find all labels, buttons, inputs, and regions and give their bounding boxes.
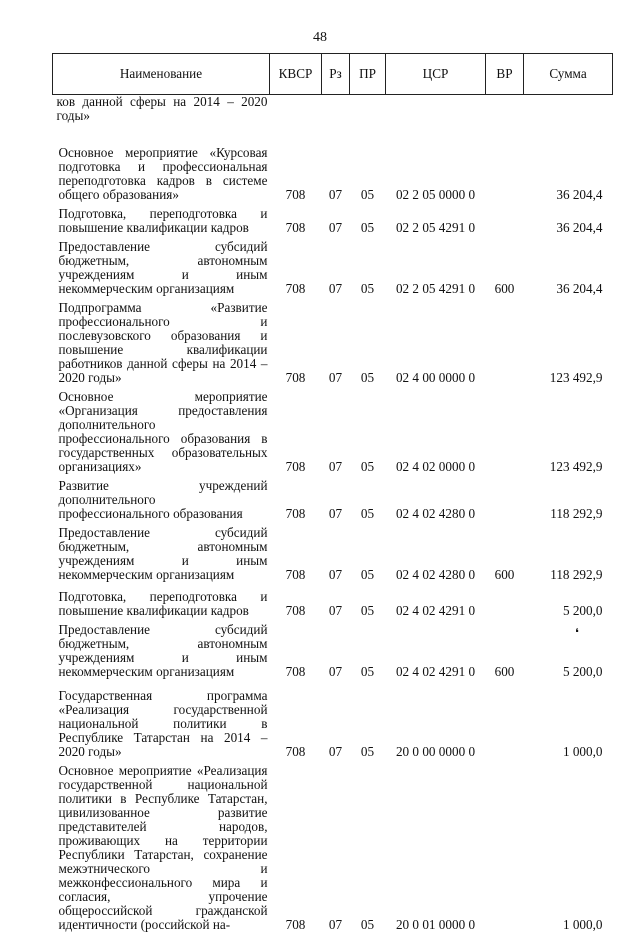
- cell-sum: 36 204,4: [524, 240, 613, 301]
- table-row: [53, 126, 613, 207]
- cell-vr: [486, 479, 524, 526]
- header-rz: Рз: [322, 54, 350, 95]
- cell-csr: 02 4 02 0000 0: [386, 390, 486, 479]
- cell-rz: 07: [322, 479, 350, 526]
- table-row: [53, 390, 613, 479]
- cell-name: Государственная программа «Реализация государственной национальной политики в Республике Татарстан на 2014 – 2020 годы»: [53, 684, 270, 764]
- header-name: Наименование: [53, 54, 270, 95]
- cell-rz: 07: [322, 526, 350, 587]
- table-row: [53, 764, 613, 937]
- cell-sum: 1 000,0: [524, 764, 613, 937]
- cell-vr: 600: [486, 623, 524, 684]
- cell-name: Развитие учреждений дополнительного профессионального образования: [53, 479, 270, 526]
- cell-pr: 05: [350, 684, 386, 764]
- budget-table: [52, 53, 613, 937]
- cell-kvsr: 708: [270, 126, 322, 207]
- cell-name: Основное мероприятие «Организация предоставления дополнительного профессионального образования в государственных образовательных организациях»: [53, 390, 270, 479]
- cell-kvsr: 708: [270, 301, 322, 390]
- cell-pr: 05: [350, 764, 386, 937]
- cell-rz: 07: [322, 764, 350, 937]
- table-row: [53, 623, 613, 684]
- header-sum: Сумма: [524, 54, 613, 95]
- cell-pr: 05: [350, 240, 386, 301]
- cell-csr: 20 0 01 0000 0: [386, 764, 486, 937]
- cell-pr: 05: [350, 587, 386, 623]
- table-body: [53, 95, 613, 937]
- cell-sum: 118 292,9: [524, 479, 613, 526]
- cell-rz: 07: [322, 684, 350, 764]
- cell-rz: 07: [322, 240, 350, 301]
- cell-kvsr: 708: [270, 207, 322, 240]
- cell-kvsr: 708: [270, 479, 322, 526]
- cell-sum: 36 204,4: [524, 207, 613, 240]
- cell-kvsr: 708: [270, 526, 322, 587]
- cell-rz: 07: [322, 207, 350, 240]
- cell-vr: [486, 764, 524, 937]
- cell-sum: 1 000,0: [524, 684, 613, 764]
- cell-name: Предоставление субсидий бюджетным, автономным учреждениям и иным некоммерческим организациям: [53, 623, 270, 684]
- cell-pr: 05: [350, 390, 386, 479]
- table-row: [53, 301, 613, 390]
- cell-vr: [486, 126, 524, 207]
- cell-rz: 07: [322, 623, 350, 684]
- cell-vr: 600: [486, 526, 524, 587]
- page-number: 48: [0, 30, 640, 46]
- cell-sum: 5 200,0: [524, 587, 613, 623]
- cell-csr: 02 4 02 4291 0: [386, 623, 486, 684]
- table-row: [53, 207, 613, 240]
- table-header: [53, 54, 613, 95]
- table-row: [53, 587, 613, 623]
- header-csr: ЦСР: [386, 54, 486, 95]
- cell-rz: 07: [322, 126, 350, 207]
- cell-vr: [486, 587, 524, 623]
- cell-rz: 07: [322, 587, 350, 623]
- cell-pr: 05: [350, 301, 386, 390]
- header-pr: ПР: [350, 54, 386, 95]
- cell-pr: 05: [350, 126, 386, 207]
- cell-vr: 600: [486, 240, 524, 301]
- cell-sum: 123 492,9: [524, 390, 613, 479]
- cell-kvsr: 708: [270, 240, 322, 301]
- cell-vr: [486, 301, 524, 390]
- cell-pr: 05: [350, 623, 386, 684]
- table-row: [53, 684, 613, 764]
- cell-vr: [486, 207, 524, 240]
- cell-csr: 02 4 00 0000 0: [386, 301, 486, 390]
- cell-csr: 02 4 02 4291 0: [386, 587, 486, 623]
- cell-name: Основное мероприятие «Курсовая подготовка и профессиональная переподготовка кадров в системе общего образования»: [53, 126, 270, 207]
- cell-name: Подпрограмма «Развитие профессионального и послевузовского образования и повышение квалификации работников данной сферы на 2014 – 2020 годы»: [53, 301, 270, 390]
- header-kvsr: КВСР: [270, 54, 322, 95]
- cell-rz: 07: [322, 390, 350, 479]
- table-row: [53, 526, 613, 587]
- header-vr: ВР: [486, 54, 524, 95]
- cell-csr: 02 4 02 4280 0: [386, 526, 486, 587]
- cell-pr: 05: [350, 207, 386, 240]
- cell-sum: 118 292,9: [524, 526, 613, 587]
- cell-vr: [486, 390, 524, 479]
- cell-pr: 05: [350, 526, 386, 587]
- cell-csr: 02 4 02 4280 0: [386, 479, 486, 526]
- cell-csr: 02 2 05 4291 0: [386, 207, 486, 240]
- cell-csr: 02 2 05 4291 0: [386, 240, 486, 301]
- continuation-text: ков данной сферы на 2014 – 2020 годы»: [53, 95, 270, 127]
- cell-sum: 5 200,0: [524, 623, 613, 684]
- cell-csr: 20 0 00 0000 0: [386, 684, 486, 764]
- table-row: [53, 479, 613, 526]
- cell-name: Подготовка, переподготовка и повышение квалификации кадров: [53, 587, 270, 623]
- cell-name: Подготовка, переподготовка и повышение квалификации кадров: [53, 207, 270, 240]
- stray-mark: ❛: [575, 626, 579, 641]
- cell-pr: 05: [350, 479, 386, 526]
- cell-kvsr: 708: [270, 587, 322, 623]
- cell-vr: [486, 684, 524, 764]
- cell-csr: 02 2 05 0000 0: [386, 126, 486, 207]
- cell-sum: 123 492,9: [524, 301, 613, 390]
- cell-rz: 07: [322, 301, 350, 390]
- cell-name: Основное мероприятие «Реализация государственной национальной политики в Республике Татарстан, цивилизованное развитие представителей народов, проживающих на территории Республики Татарстан, сохранение межэтнического и межконфессионального мира и согласия, упрочение общероссийской гражданской идентичности (российской на-: [53, 764, 270, 937]
- cell-sum: 36 204,4: [524, 126, 613, 207]
- cell-name: Предоставление субсидий бюджетным, автономным учреждениям и иным некоммерческим организациям: [53, 240, 270, 301]
- cell-kvsr: 708: [270, 764, 322, 937]
- cell-kvsr: 708: [270, 390, 322, 479]
- table-row: [53, 240, 613, 301]
- cell-kvsr: 708: [270, 684, 322, 764]
- cell-kvsr: 708: [270, 623, 322, 684]
- cell-name: Предоставление субсидий бюджетным, автономным учреждениям и иным некоммерческим организациям: [53, 526, 270, 587]
- table-row-continuation: [53, 95, 613, 127]
